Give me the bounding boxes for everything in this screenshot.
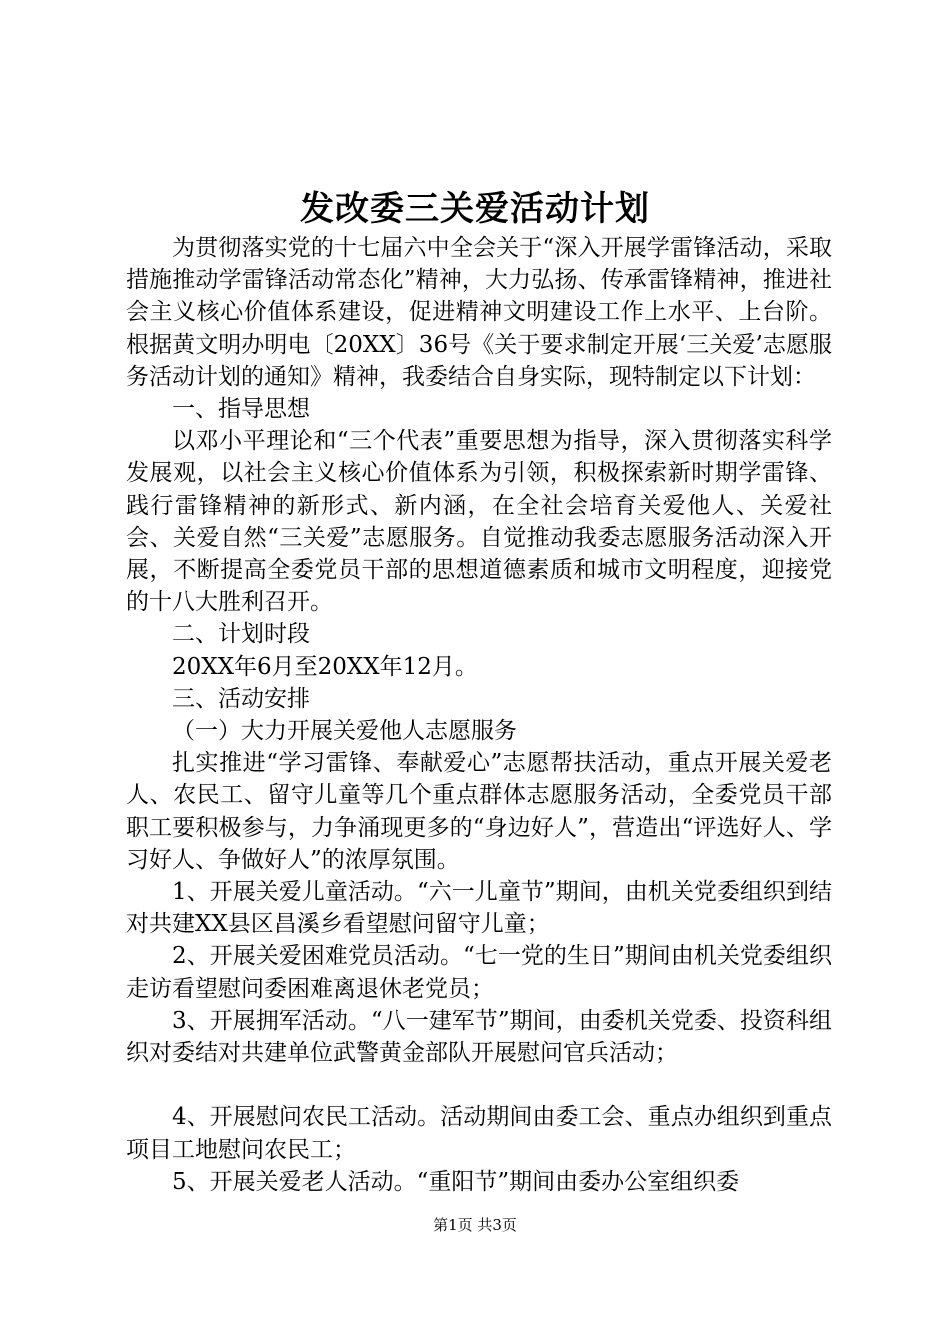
intro-paragraph: 为贯彻落实党的十七届六中全会关于“深入开展学雷锋活动，采取措施推动学雷锋活动常态化”精神，大力弘扬、传承雷锋精神，推进社会主义核心价值体系建设，促进精神文明建设工作上水平、上台阶。根据黄文明办明电〔20XX〕36号《关于要求制定开展‘三关爱’志愿服务活动计划的通知》精神，我委结合自身实际，现特制定以下计划： [126, 235, 832, 390]
list-item-migrant-worker-care: 4、开展慰问农民工活动。活动期间由委工会、重点办组织到重点项目工地慰问农民工； [126, 1104, 832, 1163]
section-heading-plan-period: 二、计划时段 [172, 621, 310, 648]
guiding-ideology-paragraph: 以邓小平理论和“三个代表”重要思想为指导，深入贯彻落实科学发展观，以社会主义核心价值体系为引领，积极探索新时期学雷锋、践行雷锋精神的新形式、新内涵，在全社会培育关爱他人、关爱社会、关爱自然“三关爱”志愿服务。自觉推动我委志愿服务活动深入开展，不断提高全委党员干部的思想道德素质和城市文明程度，迎接党的十八大胜利召开。 [126, 428, 832, 616]
list-item-children-care: 1、开展关爱儿童活动。“六一儿童节”期间，由机关党委组织到结对共建XX县区昌溪乡看望慰问留守儿童； [126, 879, 832, 938]
list-item-elderly-care: 5、开展关爱老人活动。“重阳节”期间由委办公室组织委 [172, 1168, 740, 1195]
document-title: 发改委三关爱活动计划 [300, 189, 650, 229]
subsection-heading-care-for-others: （一）大力开展关爱他人志愿服务 [172, 718, 517, 745]
section-heading-activity-arrangement: 三、活动安排 [172, 685, 310, 712]
document-body [126, 232, 832, 1198]
list-item-party-member-care: 2、开展关爱困难党员活动。“七一党的生日”期间由机关党委组织走访看望慰问委困难离退休老党员； [126, 943, 832, 1002]
plan-period-paragraph: 20XX年6月至20XX年12月。 [172, 653, 478, 680]
section-heading-guiding-ideology: 一、指导思想 [172, 396, 310, 423]
list-item-army-support: 3、开展拥军活动。“八一建军节”期间，由委机关党委、投资科组织对委结对共建单位武警黄金部队开展慰问官兵活动； [126, 1007, 832, 1067]
blank-line [126, 1069, 832, 1101]
page-footer: 第1页 共3页 [433, 1216, 517, 1234]
care-for-others-paragraph: 扎实推进“学习雷锋、奉献爱心”志愿帮扶活动，重点开展关爱老人、农民工、留守儿童等几个重点群体志愿服务活动，全委党员干部职工要积极参与，力争涌现更多的“身边好人”，营造出“评选好人、学习好人、争做好人”的浓厚氛围。 [126, 750, 832, 873]
